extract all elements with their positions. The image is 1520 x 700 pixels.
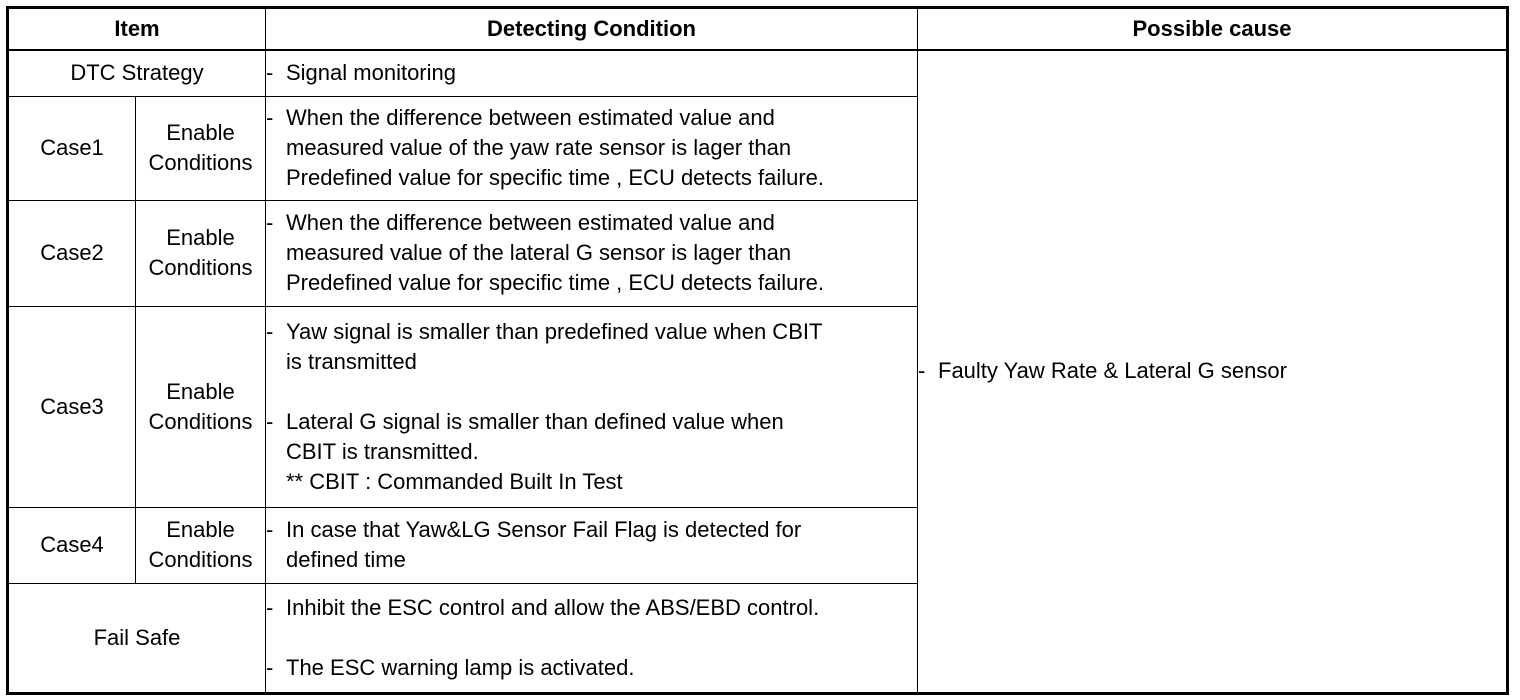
- case3-condition: [266, 306, 918, 507]
- bullet-dash: -: [266, 105, 274, 130]
- case2-enable-conditions: [136, 200, 266, 306]
- cause-text: Faulty Yaw Rate & Lateral G sensor: [938, 358, 1287, 384]
- case1-text-line: When the difference between estimated value and: [286, 105, 775, 130]
- case3-label: Case3: [8, 306, 136, 507]
- bullet-dash: -: [918, 358, 926, 384]
- strategy-text: Signal monitoring: [286, 60, 456, 86]
- case2-label: Case2: [8, 200, 136, 306]
- enable-line: Enable: [166, 378, 235, 404]
- dtc-strategy-condition: [266, 50, 918, 96]
- conditions-line: Conditions: [148, 150, 253, 175]
- bullet-dash: -: [266, 408, 274, 434]
- conditions-line: Conditions: [148, 255, 253, 280]
- fail-safe-text-2: The ESC warning lamp is activated.: [286, 654, 635, 680]
- case1-enable-conditions: [136, 96, 266, 200]
- bullet-dash: -: [266, 60, 274, 86]
- header-row: [8, 8, 1508, 51]
- dtc-strategy-label: DTC Strategy: [8, 50, 266, 96]
- case4-label: Case4: [8, 507, 136, 583]
- fail-safe-label: Fail Safe: [8, 583, 266, 693]
- case4-enable-conditions: [136, 507, 266, 583]
- conditions-line: Conditions: [148, 547, 253, 572]
- case4-text-line: In case that Yaw&LG Sensor Fail Flag is detected for: [286, 517, 802, 542]
- case1-label: Case1: [8, 96, 136, 200]
- case3-bullet2-line: Lateral G signal is smaller than defined value when: [286, 408, 784, 434]
- case3-enable-conditions: [136, 306, 266, 507]
- row-dtc-strategy: [8, 50, 1508, 96]
- header-item: Item: [8, 8, 266, 51]
- case1-condition: [266, 96, 918, 200]
- bullet-dash: -: [266, 594, 274, 620]
- case2-condition: [266, 200, 918, 306]
- enable-line: Enable: [166, 225, 235, 250]
- case2-text-line: measured value of the lateral G sensor is lager than: [286, 240, 792, 265]
- enable-line: Enable: [166, 517, 235, 542]
- bullet-dash: -: [266, 318, 274, 344]
- case3-bullet1-line: is transmitted: [286, 348, 417, 374]
- fail-safe-text-1: Inhibit the ESC control and allow the ABS/EBD control.: [286, 594, 820, 620]
- case3-bullet2-line: CBIT is transmitted.: [286, 438, 479, 464]
- bullet-dash: -: [266, 517, 274, 542]
- header-possible-cause: Possible cause: [918, 8, 1508, 51]
- enable-line: Enable: [166, 120, 235, 145]
- header-detecting-condition: Detecting Condition: [266, 8, 918, 51]
- bullet-dash: -: [266, 654, 274, 680]
- case3-bullet1-line: Yaw signal is smaller than predefined value when CBIT: [286, 318, 823, 344]
- fail-safe-condition: [266, 583, 918, 693]
- case4-text-line: defined time: [286, 547, 406, 572]
- bullet-dash: -: [266, 210, 274, 235]
- case1-text-line: measured value of the yaw rate sensor is lager than: [286, 135, 792, 160]
- case2-text-line: Predefined value for specific time , ECU detects failure.: [286, 270, 825, 295]
- cbit-note: ** CBIT : Commanded Built In Test: [286, 468, 623, 494]
- case1-text-line: Predefined value for specific time , ECU detects failure.: [286, 165, 825, 190]
- possible-cause-cell: [918, 50, 1508, 693]
- dtc-table: [6, 6, 1509, 695]
- case4-condition: [266, 507, 918, 583]
- case2-text-line: When the difference between estimated value and: [286, 210, 775, 235]
- conditions-line: Conditions: [148, 408, 253, 434]
